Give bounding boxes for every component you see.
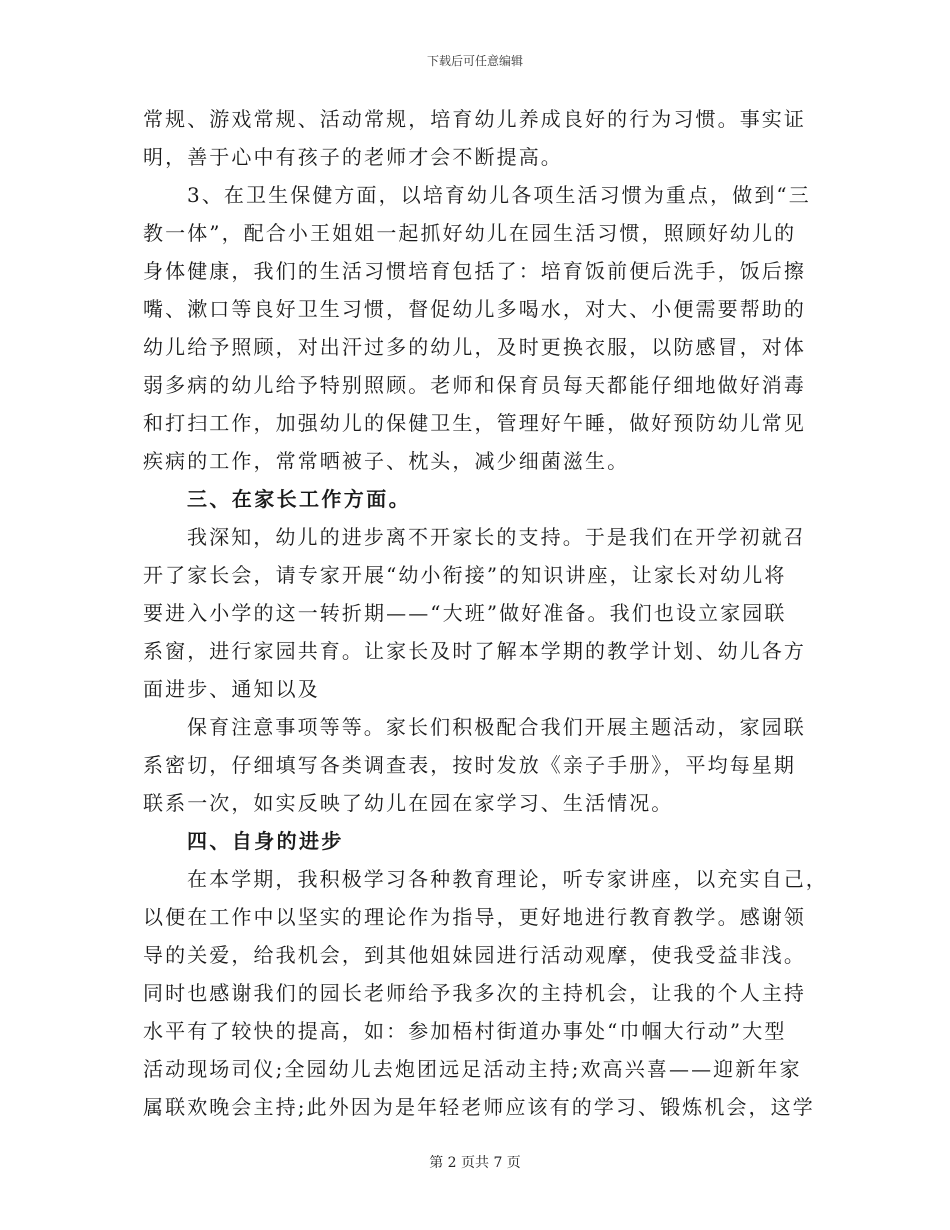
text-line: 联系一次，如实反映了幼儿在园在家学习、生活情况。 (143, 791, 674, 815)
text-line: 教一体”，配合小王姐姐一起抓好幼儿在园生活习惯，照顾好幼儿的 (143, 221, 797, 245)
paragraph-start-line: 保育注意事项等等。家长们积极配合我们开展主题活动，家园联 (187, 715, 806, 739)
text-line: 要进入小学的这一转折期——“大班”做好准备。我们也设立家园联 (143, 601, 787, 625)
text-line: 以便在工作中以坚实的理论作为指导，更好地进行教育教学。感谢领 (143, 905, 806, 929)
text-line: 嘴、漱口等良好卫生习惯，督促幼儿多喝水，对大、小便需要帮助的 (143, 297, 806, 321)
text-line: 水平有了较快的提高，如：参加梧村街道办事处“巾帼大行动”大型 (143, 1019, 787, 1043)
text-line: 导的关爱，给我机会，到其他姐妹园进行活动观摩，使我受益非浅。 (143, 943, 806, 967)
text-line: 活动现场司仪;全园幼儿去炮团远足活动主持;欢高兴喜——迎新年家 (143, 1057, 802, 1081)
paragraph-start-line: 3、在卫生保健方面，以培育幼儿各项生活习惯为重点，做到“三 (187, 183, 811, 207)
text-line: 系密切，仔细填写各类调查表，按时发放《亲子手册》，平均每星期 (143, 753, 796, 777)
section-heading: 四、自身的进步 (187, 829, 344, 853)
page-number: 第 2 页共 7 页 (429, 1155, 521, 1171)
text-line: 和打扫工作，加强幼儿的保健卫生，管理好午睡，做好预防幼儿常见 (143, 411, 806, 435)
text-line: 幼儿给予照顾，对出汗过多的幼儿，及时更换衣服，以防感冒，对体 (143, 335, 806, 359)
text-line: 常规、游戏常规、活动常规，培育幼儿养成良好的行为习惯。事实证 (143, 107, 806, 131)
paragraph-start-line: 在本学期，我积极学习各种教育理论，听专家讲座，以充实自己， (187, 867, 828, 891)
text-line: 系窗，进行家园共育。让家长及时了解本学期的教学计划、幼儿各方 (143, 639, 806, 663)
section-heading: 三、在家长工作方面。 (187, 487, 411, 511)
paragraph-start-line: 我深知，幼儿的进步离不开家长的支持。于是我们在开学初就召 (187, 525, 806, 549)
text-line: 面进步、通知以及 (143, 677, 320, 701)
text-line: 同时也感谢我们的园长老师给予我多次的主持机会，让我的个人主持 (143, 981, 806, 1005)
text-line: 开了家长会，请专家开展“幼小衔接”的知识讲座，让家长对幼儿将 (143, 563, 787, 587)
text-line: 明，善于心中有孩子的老师才会不断提高。 (143, 145, 563, 169)
document-body (143, 100, 828, 1126)
header-note: 下载后可任意编辑 (426, 54, 523, 68)
text-line: 属联欢晚会主持;此外因为是年轻老师应该有的学习、锻炼机会，这学 (143, 1095, 815, 1119)
text-line: 弱多病的幼儿给予特别照顾。老师和保育员每天都能仔细地做好消毒 (143, 373, 806, 397)
text-line: 身体健康，我们的生活习惯培育包括了：培育饭前便后洗手，饭后擦 (143, 259, 806, 283)
text-line: 疾病的工作，常常晒被子、枕头，减少细菌滋生。 (143, 449, 630, 473)
